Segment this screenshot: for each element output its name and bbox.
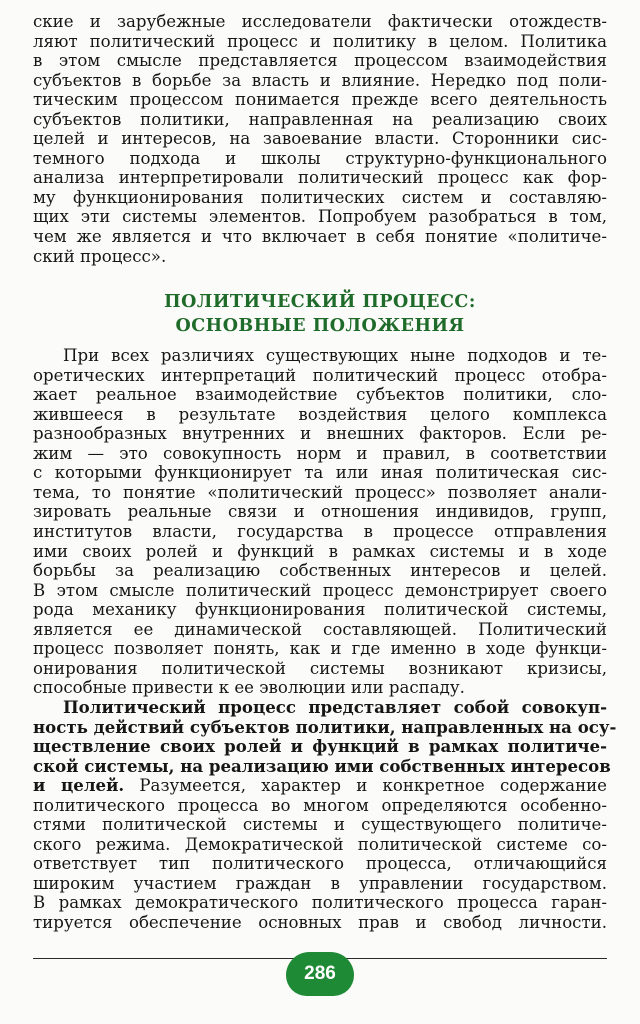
text-line: тема, то понятие «политический процесс» позволяет анали- (33, 482, 607, 502)
text-line: ского режима. Демократической политической системе со- (33, 834, 607, 854)
text-line: зировать реальные связи и отношения индивидов, групп, (33, 502, 607, 522)
page-number-badge: 286 (286, 952, 354, 996)
definition-line (33, 716, 617, 738)
definition-line (33, 755, 611, 777)
text-line: онирования политической системы возникают кризисы, (33, 658, 607, 678)
closing-paragraph (33, 796, 607, 933)
definition-line (33, 698, 607, 718)
text-line: стями политической системы и существующего политиче- (33, 815, 607, 835)
text-line: политического процесса во многом определяются особенно- (33, 795, 607, 815)
text-line: широким участием граждан в управлении государством. (33, 873, 607, 893)
text-line: темного подхода и школы структурно-функционального (33, 148, 607, 168)
section-heading-line-2: ОСНОВНЫЕ ПОЛОЖЕНИЯ (175, 316, 465, 337)
page-body (33, 12, 617, 933)
text-line: В рамках демократического политического процесса гаран- (33, 893, 607, 913)
definition-paragraph (33, 696, 617, 796)
definition-bold: Политический процесс представляет собой совокуп- (63, 696, 607, 717)
text-line: При всех различиях существующих ныне подходов и те- (63, 346, 607, 366)
text-line: институтов власти, государства в процессе отправления (33, 522, 607, 542)
text-line: в этом смысле представляется процессом взаимодействия (33, 51, 607, 71)
text-line: ими своих ролей и функций в рамках системы и в ходе (33, 541, 607, 561)
text-line: процесс позволяет понять, как и где именно в ходе функци- (33, 639, 607, 659)
text-line: борьбы за реализацию собственных интересов и целей. (33, 561, 607, 581)
definition-bold: ществление своих ролей и функций в рамках политиче- (33, 736, 607, 757)
text-line: ский процесс». (33, 246, 167, 266)
text-line: В этом смысле политический процесс демонстрирует своего (33, 580, 607, 600)
text-line: тическим процессом понимается прежде всего деятельность (33, 90, 607, 110)
intro-paragraph (33, 12, 607, 266)
text-line: является ее динамической составляющей. Политический (33, 619, 607, 639)
definition-line (33, 737, 607, 757)
text-line: щих эти системы элементов. Попробуем разобраться в том, (33, 207, 607, 227)
text-line: ответствует тип политического процесса, отличающийся (33, 854, 607, 874)
definition-tail-text: Разумеется, характер и конкретное содержание (124, 776, 608, 796)
text-line: тируется обеспечение основных прав и свобод личности. (33, 912, 607, 932)
text-line: разнообразных внутренних и внешних факторов. Если ре- (33, 424, 607, 444)
text-line: жившееся в результате воздействия целого комплекса (33, 404, 607, 424)
text-line: ляют политический процесс и политику в целом. Политика (33, 31, 607, 51)
text-line: оретических интерпретаций политический процесс отобра- (33, 365, 607, 385)
section-heading-line-1: ПОЛИТИЧЕСКИЙ ПРОЦЕСС: (164, 292, 476, 313)
text-line: рода механику функционирования политической системы, (33, 600, 607, 620)
text-line: жим — это совокупность норм и правил, в соответствии (33, 443, 607, 463)
text-line: чем же является и что включает в себя понятие «политиче- (33, 227, 607, 247)
text-line: субъектов политики, направленная на реализацию своих (33, 109, 607, 129)
definition-line (33, 776, 607, 796)
text-line: с которыми функционирует та или иная политическая сис- (33, 463, 607, 483)
text-line: анализа интерпретировали политический процесс как фор- (33, 168, 607, 188)
text-line: му функционирования политических систем и составляю- (33, 187, 607, 207)
main-paragraph (33, 346, 607, 698)
text-line: ские и зарубежные исследователи фактически отождеств- (33, 12, 607, 31)
text-line: субъектов в борьбе за власть и влияние. Нередко под поли- (33, 70, 607, 90)
text-line: способные привести к ее эволюции или распаду. (33, 678, 465, 698)
definition-bold-tail: и целей. (33, 775, 125, 796)
definition-bold: ской системы, на реализацию ими собственных интересов (33, 755, 611, 776)
definition-bold: ность действий субъектов политики, направленных на осу- (33, 716, 617, 737)
text-line: целей и интересов, на завоевание власти. Сторонники сис- (33, 129, 607, 149)
section-heading (33, 290, 607, 338)
text-line: жает реальное взаимодействие субъектов политики, сло- (33, 385, 607, 405)
